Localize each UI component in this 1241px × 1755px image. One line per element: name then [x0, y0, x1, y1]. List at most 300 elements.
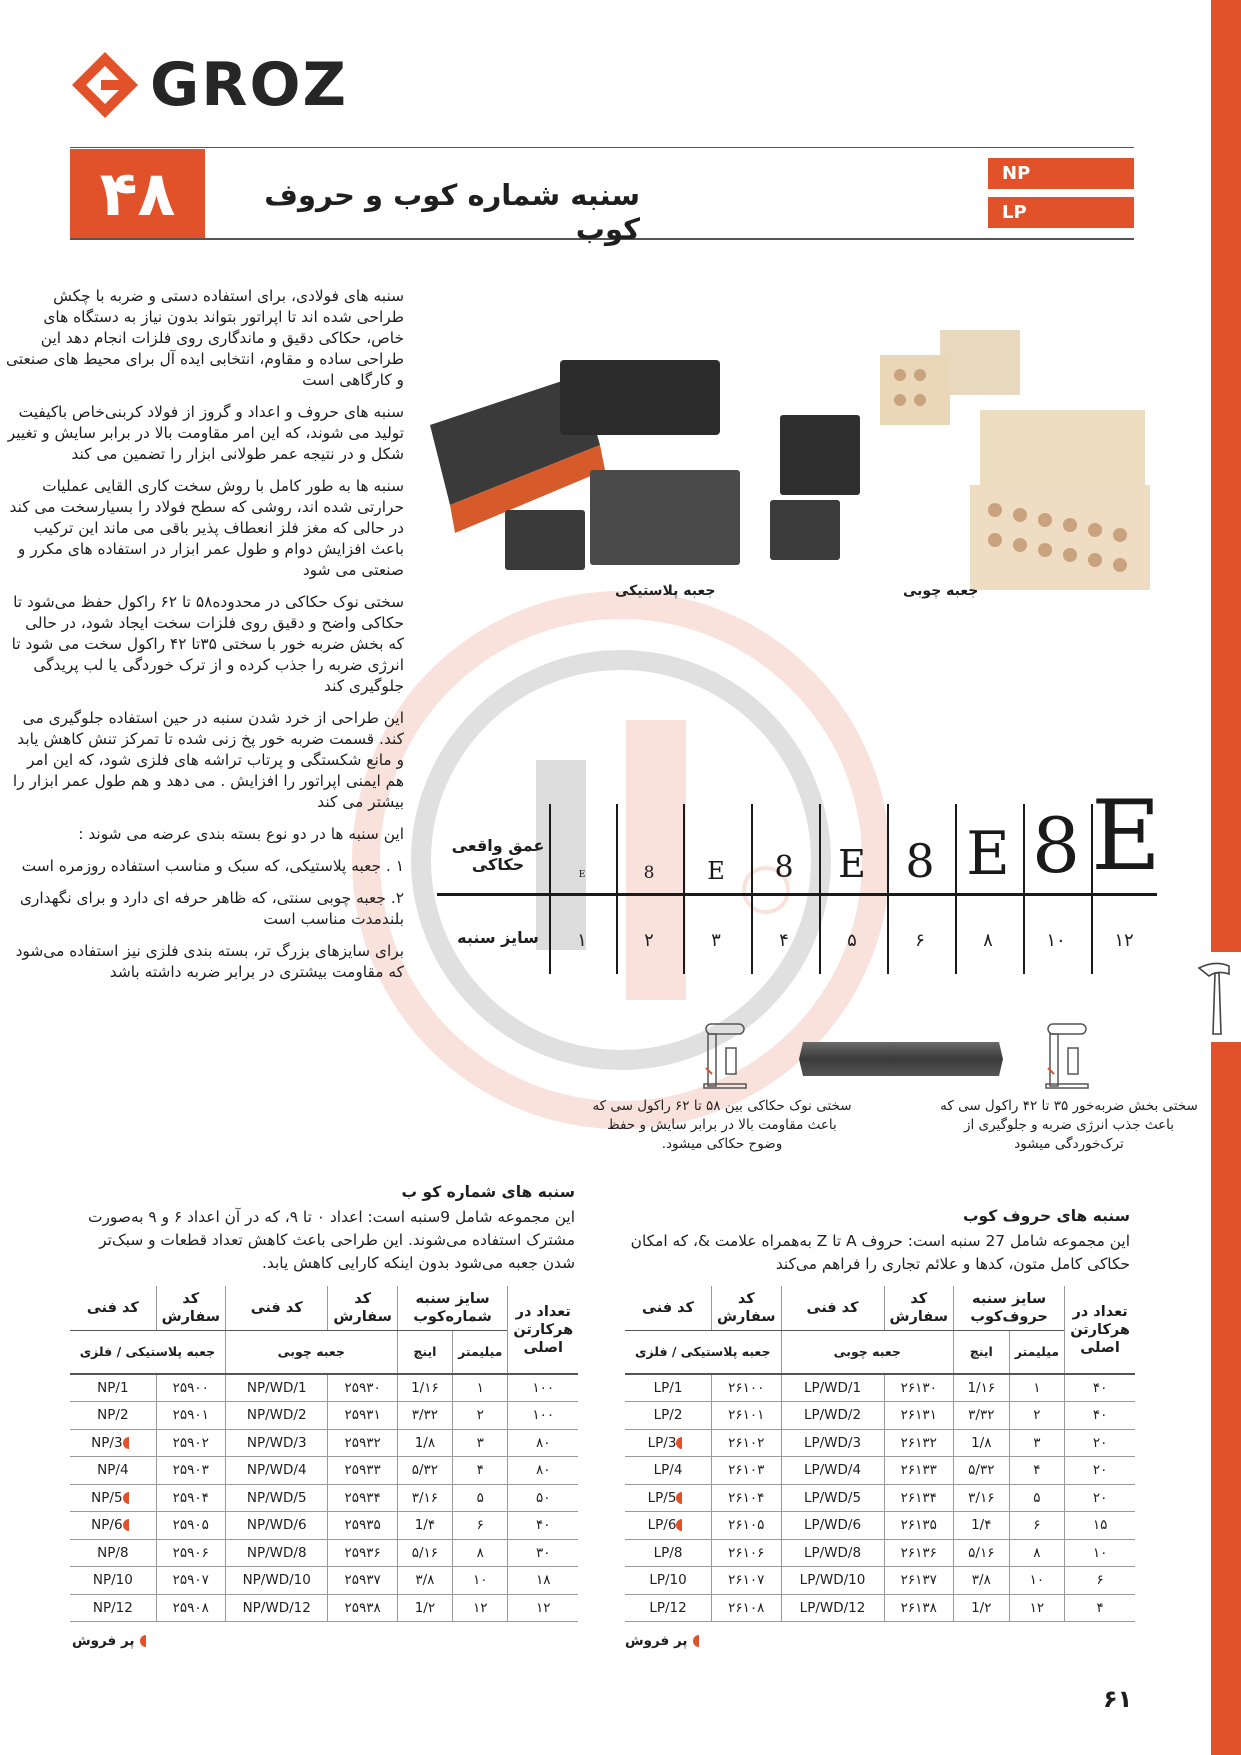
table-row — [70, 1402, 578, 1430]
inch-cell — [954, 1484, 1010, 1512]
plastic-code-cell-text: LP/4 — [653, 1462, 683, 1479]
qty-cell — [1065, 1567, 1135, 1595]
plastic-order-cell-text: ۲۵۹۰۱ — [172, 1407, 209, 1424]
mm-cell-text: ۵ — [1033, 1489, 1041, 1506]
wood-order-cell — [328, 1402, 397, 1430]
page-title: سنبه شماره کوب و حروف کوب — [264, 178, 640, 246]
qty-cell-text: ۸۰ — [535, 1462, 551, 1479]
plastic-code-cell-text: NP/3 — [91, 1434, 123, 1451]
intro-text — [6, 286, 404, 994]
plastic-code-cell-text: LP/8 — [653, 1544, 683, 1561]
wood-order-cell-text: ۲۵۹۳۵ — [344, 1517, 381, 1534]
wood-code-cell — [225, 1567, 328, 1595]
size-value: ۴ — [779, 930, 789, 951]
table-row — [625, 1457, 1135, 1485]
inch-cell-text: 1/۱۶ — [967, 1380, 996, 1396]
wood-order-cell-text: ۲۶۱۳۶ — [900, 1544, 937, 1561]
qty-cell — [508, 1402, 578, 1430]
plastic-code-cell — [70, 1512, 156, 1540]
wood-order-cell — [328, 1457, 397, 1485]
best-seller-marker — [123, 1437, 129, 1449]
depth-glyph: 8 — [643, 863, 655, 883]
plastic-code-cell-text: LP/10 — [649, 1572, 687, 1589]
wood-code-cell-text: NP/WD/5 — [246, 1489, 307, 1506]
plastic-code-cell-text: LP/6 — [647, 1517, 677, 1534]
plastic-order-cell-text: ۲۵۹۰۸ — [172, 1599, 209, 1616]
best-seller-marker — [676, 1437, 682, 1449]
inch-cell-text: 1/۸ — [414, 1434, 436, 1451]
plastic-code-cell — [625, 1374, 712, 1402]
wood-code-cell-text: NP/WD/3 — [246, 1434, 307, 1451]
wood-code-cell-text: NP/WD/1 — [246, 1380, 307, 1396]
inch-cell — [397, 1374, 452, 1402]
hammer-icon — [1195, 958, 1235, 1038]
plastic-order-cell-text: ۲۵۹۰۵ — [172, 1517, 209, 1534]
wood-order-cell — [884, 1457, 954, 1485]
col-inch-header: اینچ — [954, 1330, 1010, 1374]
qty-cell — [1065, 1512, 1135, 1540]
qty-cell — [1065, 1484, 1135, 1512]
plastic-code-cell-text: NP/1 — [97, 1380, 129, 1396]
plastic-order-cell-text: ۲۵۹۰۶ — [172, 1544, 209, 1561]
depth-glyph: 8 — [905, 834, 935, 888]
wood-order-cell — [328, 1512, 397, 1540]
mm-cell-text: ۸ — [1033, 1544, 1041, 1561]
table-row — [70, 1512, 578, 1540]
wood-order-cell-text: ۲۵۹۳۶ — [344, 1544, 381, 1561]
mm-cell-text: ۱۲ — [1029, 1599, 1045, 1616]
wood-code-cell — [781, 1457, 884, 1485]
plastic-case-small-open — [770, 500, 840, 560]
plastic-order-cell — [712, 1402, 782, 1430]
inch-cell — [397, 1539, 452, 1567]
col-order-header: کد سفارش — [156, 1286, 225, 1330]
inch-cell-text: 1/۲ — [971, 1599, 992, 1616]
letters-section-text: این مجموعه شامل 27 سنبه است: حروف A تا Z به‌همراه علامت &، که امکان حکاکی کامل متون، کدها و علائم تجاری را فراهم می‌کند — [630, 1232, 1130, 1273]
wood-code-cell — [781, 1512, 884, 1540]
wood-order-cell-text: ۲۶۱۳۳ — [900, 1462, 937, 1479]
qty-cell — [1065, 1457, 1135, 1485]
inch-cell — [397, 1457, 452, 1485]
plastic-code-cell — [70, 1374, 156, 1402]
wood-code-cell — [225, 1484, 328, 1512]
plastic-order-cell — [156, 1429, 225, 1457]
plastic-code-cell-text: NP/8 — [97, 1544, 129, 1561]
mm-cell-text: ۲ — [1033, 1407, 1041, 1424]
wood-code-cell — [781, 1429, 884, 1457]
wood-code-cell-text: NP/WD/10 — [242, 1572, 311, 1589]
best-seller-marker — [123, 1492, 129, 1504]
mm-cell — [1009, 1484, 1065, 1512]
wood-order-cell — [884, 1539, 954, 1567]
plastic-order-cell — [712, 1567, 782, 1595]
plastic-code-cell-text: NP/10 — [92, 1572, 133, 1589]
wood-code-cell — [781, 1539, 884, 1567]
plastic-order-cell-text: ۲۶۱۰۴ — [728, 1489, 765, 1506]
inch-cell — [954, 1594, 1010, 1622]
wood-box-small — [940, 330, 1020, 395]
qty-cell-text: ۱۵ — [1092, 1517, 1108, 1534]
size-value: ۶ — [915, 930, 925, 951]
wood-order-cell-text: ۲۵۹۳۴ — [344, 1489, 381, 1506]
inch-cell — [397, 1567, 452, 1595]
plastic-code-cell — [625, 1539, 712, 1567]
wood-code-cell-text: NP/WD/4 — [246, 1462, 307, 1479]
plastic-code-cell — [70, 1594, 156, 1622]
inch-cell-text: ۳/۸ — [415, 1572, 435, 1589]
qty-cell — [508, 1429, 578, 1457]
qty-cell-text: ۵۰ — [535, 1489, 551, 1506]
brand-logo — [70, 50, 370, 120]
wood-order-cell — [884, 1512, 954, 1540]
inch-cell-text: ۵/۳۲ — [411, 1462, 439, 1479]
mm-cell — [1009, 1512, 1065, 1540]
chapter-number: ۴۸ — [70, 149, 205, 238]
wood-order-cell-text: ۲۶۱۳۲ — [900, 1434, 937, 1451]
best-seller-marker — [123, 1519, 129, 1531]
plastic-case-mini — [505, 510, 585, 570]
plastic-code-cell — [625, 1594, 712, 1622]
inch-cell-text: ۳/۱۶ — [968, 1489, 995, 1506]
table-row — [625, 1539, 1135, 1567]
wood-order-cell — [328, 1429, 397, 1457]
table-row — [70, 1374, 578, 1402]
wood-order-cell — [884, 1374, 954, 1402]
mm-cell — [453, 1484, 508, 1512]
wood-code-cell-text: LP/WD/1 — [803, 1380, 862, 1396]
size-value: ۵ — [847, 930, 857, 951]
table-row — [625, 1567, 1135, 1595]
col-tech-header: کد فنی — [781, 1286, 884, 1330]
plastic-code-cell — [625, 1484, 712, 1512]
mm-cell-text: ۱۰ — [473, 1572, 488, 1589]
plastic-order-cell — [712, 1539, 782, 1567]
wood-order-cell — [328, 1484, 397, 1512]
qty-cell-text: ۸۰ — [535, 1434, 551, 1451]
plastic-code-cell — [70, 1567, 156, 1595]
header-rule-top — [70, 147, 1134, 148]
plastic-order-cell-text: ۲۶۱۰۸ — [728, 1599, 765, 1616]
best-seller-marker — [676, 1492, 682, 1504]
inch-cell — [954, 1374, 1010, 1402]
inch-cell-text: 1/۴ — [971, 1517, 992, 1534]
legend-label: پر فروش — [625, 1633, 688, 1649]
qty-cell — [1065, 1539, 1135, 1567]
depth-glyph: E — [707, 857, 725, 885]
qty-cell-text: ۲۰ — [1092, 1489, 1108, 1506]
qty-cell-text: ۴۰ — [1092, 1407, 1108, 1424]
col-size-header: سایز سنبه حروف‌کوب — [954, 1286, 1065, 1330]
col-mm-header: میلیمتر — [1009, 1330, 1065, 1374]
intro-paragraph: این سنبه ها در دو نوع بسته بندی عرضه می شوند : — [78, 825, 404, 843]
plastic-order-cell — [712, 1484, 782, 1512]
wood-order-cell-text: ۲۶۱۳۴ — [900, 1489, 937, 1506]
plastic-order-cell-text: ۲۶۱۰۶ — [728, 1544, 765, 1561]
qty-cell-text: ۱۰ — [1092, 1544, 1108, 1561]
mm-cell-text: ۱ — [1033, 1380, 1041, 1396]
mm-cell-text: ۱۲ — [473, 1599, 488, 1616]
mm-cell-text: ۳ — [1033, 1434, 1041, 1451]
depth-glyph: 8 — [1031, 801, 1081, 890]
wood-order-cell-text: ۲۶۱۳۷ — [900, 1572, 937, 1589]
mm-cell-text: ۱۰ — [1029, 1572, 1045, 1589]
table-row — [70, 1429, 578, 1457]
plastic-order-cell — [156, 1484, 225, 1512]
plastic-code-cell — [70, 1429, 156, 1457]
plastic-code-cell-text: NP/6 — [91, 1517, 123, 1534]
mm-cell — [453, 1457, 508, 1485]
mm-cell — [453, 1512, 508, 1540]
qty-cell — [508, 1567, 578, 1595]
wood-code-cell — [781, 1484, 884, 1512]
col-tech-header: کد فنی — [625, 1286, 712, 1330]
numbers-spec-table — [70, 1286, 578, 1622]
plastic-code-cell — [70, 1539, 156, 1567]
inch-cell — [954, 1429, 1010, 1457]
intro-paragraph: ۲. جعبه چوبی سنتی، که ظاهر حرفه ای دارد و برای نگهداری بلندمدت مناسب است — [19, 889, 404, 928]
plastic-order-cell-text: ۲۶۱۰۷ — [728, 1572, 765, 1589]
col-order-header: کد سفارش — [328, 1286, 397, 1330]
plastic-order-cell — [712, 1512, 782, 1540]
qty-cell — [508, 1374, 578, 1402]
wood-code-cell-text: NP/WD/2 — [246, 1407, 307, 1424]
wood-order-cell-text: ۲۶۱۳۵ — [900, 1517, 937, 1534]
plastic-order-cell — [156, 1539, 225, 1567]
wood-order-cell-text: ۲۵۹۳۱ — [344, 1407, 381, 1424]
size-value: ۲ — [644, 930, 654, 951]
qty-cell-text: ۳۰ — [535, 1544, 551, 1561]
plastic-code-cell-text: LP/5 — [647, 1489, 677, 1506]
plastic-order-cell-text: ۲۵۹۰۲ — [172, 1434, 209, 1451]
inch-cell — [397, 1512, 452, 1540]
wood-order-cell-text: ۲۶۱۳۰ — [900, 1380, 937, 1396]
inch-cell-text: ۳/۸ — [971, 1572, 991, 1589]
qty-cell-text: ۶ — [1096, 1572, 1104, 1589]
mm-cell — [1009, 1539, 1065, 1567]
table-row — [625, 1429, 1135, 1457]
wood-code-cell-text: LP/WD/3 — [803, 1434, 862, 1451]
inch-cell-text: ۳/۳۲ — [968, 1407, 995, 1424]
plastic-order-cell — [156, 1374, 225, 1402]
wood-code-cell-text: LP/WD/10 — [799, 1572, 866, 1589]
best-seller-legend — [72, 1633, 146, 1649]
depth-glyph: E — [966, 819, 1010, 889]
intro-paragraph: این طراحی از خرد شدن سنبه در حین استفاده جلوگیری می کند. قسمت ضربه خور پخ زنی شده تا تمرکز تنش کاهش یابد و مانع شکستگی و پرتاب تراشه های فلزی شود، که این امر هم ایمنی اپراتور را افزایش . می دهد و هم طول عمر ابزار را بیشتر می کند — [12, 709, 404, 811]
depth-glyph: E — [838, 842, 866, 886]
mm-cell-text: ۶ — [476, 1517, 484, 1534]
inch-cell — [397, 1594, 452, 1622]
plastic-order-cell — [156, 1512, 225, 1540]
plastic-code-cell-text: NP/12 — [92, 1599, 133, 1616]
size-value: ۳ — [711, 930, 721, 951]
inch-cell-text: 1/۸ — [971, 1434, 992, 1451]
plastic-order-cell-text: ۲۵۹۰۷ — [172, 1572, 209, 1589]
best-seller-marker — [693, 1635, 699, 1647]
plastic-case-closed — [560, 360, 720, 435]
inch-cell-text: ۵/۱۶ — [411, 1544, 439, 1561]
depth-row-label: عمق واقعی حکاکی — [451, 836, 545, 874]
wood-order-cell-text: ۲۵۹۳۲ — [344, 1434, 381, 1451]
mm-cell — [453, 1567, 508, 1595]
qty-cell — [508, 1457, 578, 1485]
col-qty-header: تعداد در هرکارتن اصلی — [508, 1286, 578, 1374]
inch-cell — [397, 1429, 452, 1457]
mm-cell — [1009, 1402, 1065, 1430]
plastic-order-cell — [712, 1374, 782, 1402]
intro-paragraph: سنبه ها به طور کامل با روش سخت کاری القایی عملیات حرارتی شده اند، روشی که سطح فولاد را بسیارسخت می کند در حالی که مغز فلز انعطاف پذیر باقی می ماند این ترکیب باعث افزایش دوام و طول عمر ابزار در استفاده های مکرر و صنعتی می شود — [9, 477, 404, 579]
table-row — [70, 1594, 578, 1622]
letters-section-title: سنبه های حروف کوب — [962, 1207, 1130, 1225]
wood-box-open-small — [880, 355, 950, 425]
hardness-tip-caption: سختی نوک حکاکی بین ۵۸ تا ۶۲ راکول سی که باعث مقاومت بالا در برابر سایش و حفظ وضوح حکاکی میشود. — [592, 1098, 852, 1152]
col-plastic-header: جعبه پلاستیکی / فلزی — [70, 1330, 225, 1374]
mm-cell-text: ۳ — [476, 1434, 484, 1451]
plastic-order-cell — [156, 1567, 225, 1595]
table-row — [625, 1402, 1135, 1430]
plastic-order-cell — [712, 1457, 782, 1485]
plastic-order-cell-text: ۲۵۹۰۳ — [172, 1462, 209, 1479]
qty-cell-text: ۱۰۰ — [532, 1407, 555, 1424]
legend-label: پر فروش — [72, 1633, 135, 1649]
inch-cell — [397, 1402, 452, 1430]
col-size-header: سایز سنبه شماره‌کوب — [397, 1286, 508, 1330]
inch-cell-text: 1/۲ — [414, 1599, 436, 1616]
wood-code-cell-text: LP/WD/4 — [803, 1462, 862, 1479]
plastic-code-cell-text: NP/4 — [97, 1462, 129, 1479]
plastic-code-cell-text: LP/1 — [653, 1380, 683, 1396]
plastic-order-cell-text: ۲۶۱۰۵ — [728, 1517, 765, 1534]
mm-cell — [1009, 1429, 1065, 1457]
table-row — [70, 1539, 578, 1567]
plastic-order-cell — [712, 1429, 782, 1457]
col-mm-header: میلیمتر — [453, 1330, 508, 1374]
mm-cell-text: ۴ — [1033, 1462, 1041, 1479]
qty-cell-text: ۱۲ — [535, 1599, 551, 1616]
qty-cell-text: ۱۰۰ — [532, 1380, 555, 1396]
best-seller-legend — [625, 1633, 699, 1649]
punch-row — [590, 470, 740, 565]
wood-order-cell-text: ۲۵۹۳۰ — [344, 1380, 381, 1396]
table-row — [625, 1484, 1135, 1512]
wood-order-cell — [328, 1374, 397, 1402]
page-number: ۶۱ — [1103, 1685, 1133, 1713]
inch-cell — [954, 1402, 1010, 1430]
wood-code-cell-text: LP/WD/2 — [803, 1407, 862, 1424]
wood-code-cell — [225, 1457, 328, 1485]
letters-table-body — [625, 1374, 1135, 1622]
wood-code-cell — [781, 1402, 884, 1430]
mm-cell-text: ۱ — [476, 1380, 484, 1396]
wood-order-cell — [328, 1594, 397, 1622]
table-row — [70, 1457, 578, 1485]
depth-chart-baseline — [437, 893, 1157, 896]
col-order-header: کد سفارش — [712, 1286, 782, 1330]
mm-cell-text: ۴ — [476, 1462, 484, 1479]
inch-cell-text: ۵/۱۶ — [968, 1544, 995, 1561]
wood-code-cell-text: LP/WD/8 — [803, 1544, 862, 1561]
size-value: ۱ — [577, 930, 587, 951]
wood-code-cell — [781, 1567, 884, 1595]
punch-bar-image — [797, 1040, 1005, 1078]
wood-code-cell-text: NP/WD/12 — [242, 1599, 311, 1616]
mm-cell — [1009, 1457, 1065, 1485]
product-photo — [430, 275, 1150, 625]
inch-cell-text: 1/۴ — [414, 1517, 436, 1534]
plastic-order-cell-text: ۲۶۱۰۲ — [728, 1434, 765, 1451]
plastic-order-cell — [712, 1594, 782, 1622]
wood-code-cell-text: NP/WD/8 — [246, 1544, 307, 1561]
col-order-header: کد سفارش — [884, 1286, 954, 1330]
inch-cell — [954, 1457, 1010, 1485]
wood-code-cell-text: LP/WD/12 — [799, 1599, 866, 1616]
numbers-section-text: این مجموعه شامل 9سنبه است: اعداد ۰ تا ۹، که در آن اعداد ۶ و ۹ به‌صورت مشترک استفاده می‌شوند. این طراحی باعث کاهش تعداد قطعات و سبک‌تر شدن جعبه می‌شود بدون اینکه کارایی کاهش یابد. — [88, 1208, 575, 1272]
tag-lp: LP — [988, 197, 1134, 228]
qty-cell — [508, 1484, 578, 1512]
plastic-order-cell-text: ۲۵۹۰۴ — [172, 1489, 209, 1506]
mm-cell — [453, 1539, 508, 1567]
col-tech-header: کد فنی — [225, 1286, 328, 1330]
plastic-order-cell — [156, 1594, 225, 1622]
hardness-head-caption: سختی بخش ضربه‌خور ۳۵ تا ۴۲ راکول سی که باعث جذب انرژی ضربه و جلوگیری از ترک‌خوردگی میشود — [940, 1098, 1198, 1152]
wood-code-cell — [225, 1512, 328, 1540]
mm-cell-text: ۸ — [476, 1544, 484, 1561]
col-tech-header: کد فنی — [70, 1286, 156, 1330]
wood-order-cell-text: ۲۵۹۳۸ — [344, 1599, 381, 1616]
qty-cell-text: ۴ — [1096, 1599, 1104, 1616]
qty-cell — [1065, 1594, 1135, 1622]
plastic-order-cell-text: ۲۶۱۰۳ — [728, 1462, 765, 1479]
plastic-code-cell-text: NP/5 — [91, 1489, 123, 1506]
size-value: ۱۰ — [1046, 930, 1066, 951]
qty-cell-text: ۱۸ — [535, 1572, 551, 1589]
table-row — [70, 1567, 578, 1595]
caption-wood-box: جعبه چوبی — [903, 583, 979, 599]
wood-code-cell-text: NP/WD/6 — [246, 1517, 307, 1534]
groz-logo-icon — [70, 50, 140, 120]
caption-plastic-box: جعبه پلاستیکی — [615, 583, 716, 599]
wood-order-cell-text: ۲۵۹۳۳ — [344, 1462, 381, 1479]
qty-cell-text: ۲۰ — [1092, 1462, 1108, 1479]
inch-cell-text: 1/۱۶ — [411, 1380, 439, 1396]
mm-cell — [453, 1402, 508, 1430]
col-plastic-header: جعبه پلاستیکی / فلزی — [625, 1330, 781, 1374]
numbers-section-title: سنبه های شماره کو ب — [401, 1183, 575, 1201]
inch-cell-text: ۳/۳۲ — [411, 1407, 439, 1424]
plastic-code-cell-text: LP/2 — [653, 1407, 683, 1424]
mm-cell-text: ۶ — [1033, 1517, 1041, 1534]
hardness-tester-icon — [700, 1018, 750, 1090]
qty-cell — [508, 1594, 578, 1622]
inch-cell-text: ۵/۳۲ — [968, 1462, 995, 1479]
size-value: ۸ — [983, 930, 993, 951]
plastic-code-cell-text: LP/12 — [649, 1599, 687, 1616]
wood-order-cell — [884, 1484, 954, 1512]
qty-cell — [1065, 1429, 1135, 1457]
qty-cell-text: ۲۰ — [1092, 1434, 1108, 1451]
size-row-label: سایز سنبه — [457, 928, 539, 947]
wood-code-cell-text: LP/WD/6 — [803, 1517, 862, 1534]
table-row — [625, 1594, 1135, 1622]
depth-glyph: 8 — [774, 850, 794, 885]
wood-code-cell — [781, 1594, 884, 1622]
brand-name: GROZ — [150, 50, 348, 120]
wood-code-cell — [225, 1402, 328, 1430]
depth-glyph: E — [1091, 780, 1162, 892]
mm-cell-text: ۲ — [476, 1407, 484, 1424]
letters-spec-table — [625, 1286, 1135, 1622]
plastic-code-cell — [625, 1567, 712, 1595]
table-row — [625, 1512, 1135, 1540]
